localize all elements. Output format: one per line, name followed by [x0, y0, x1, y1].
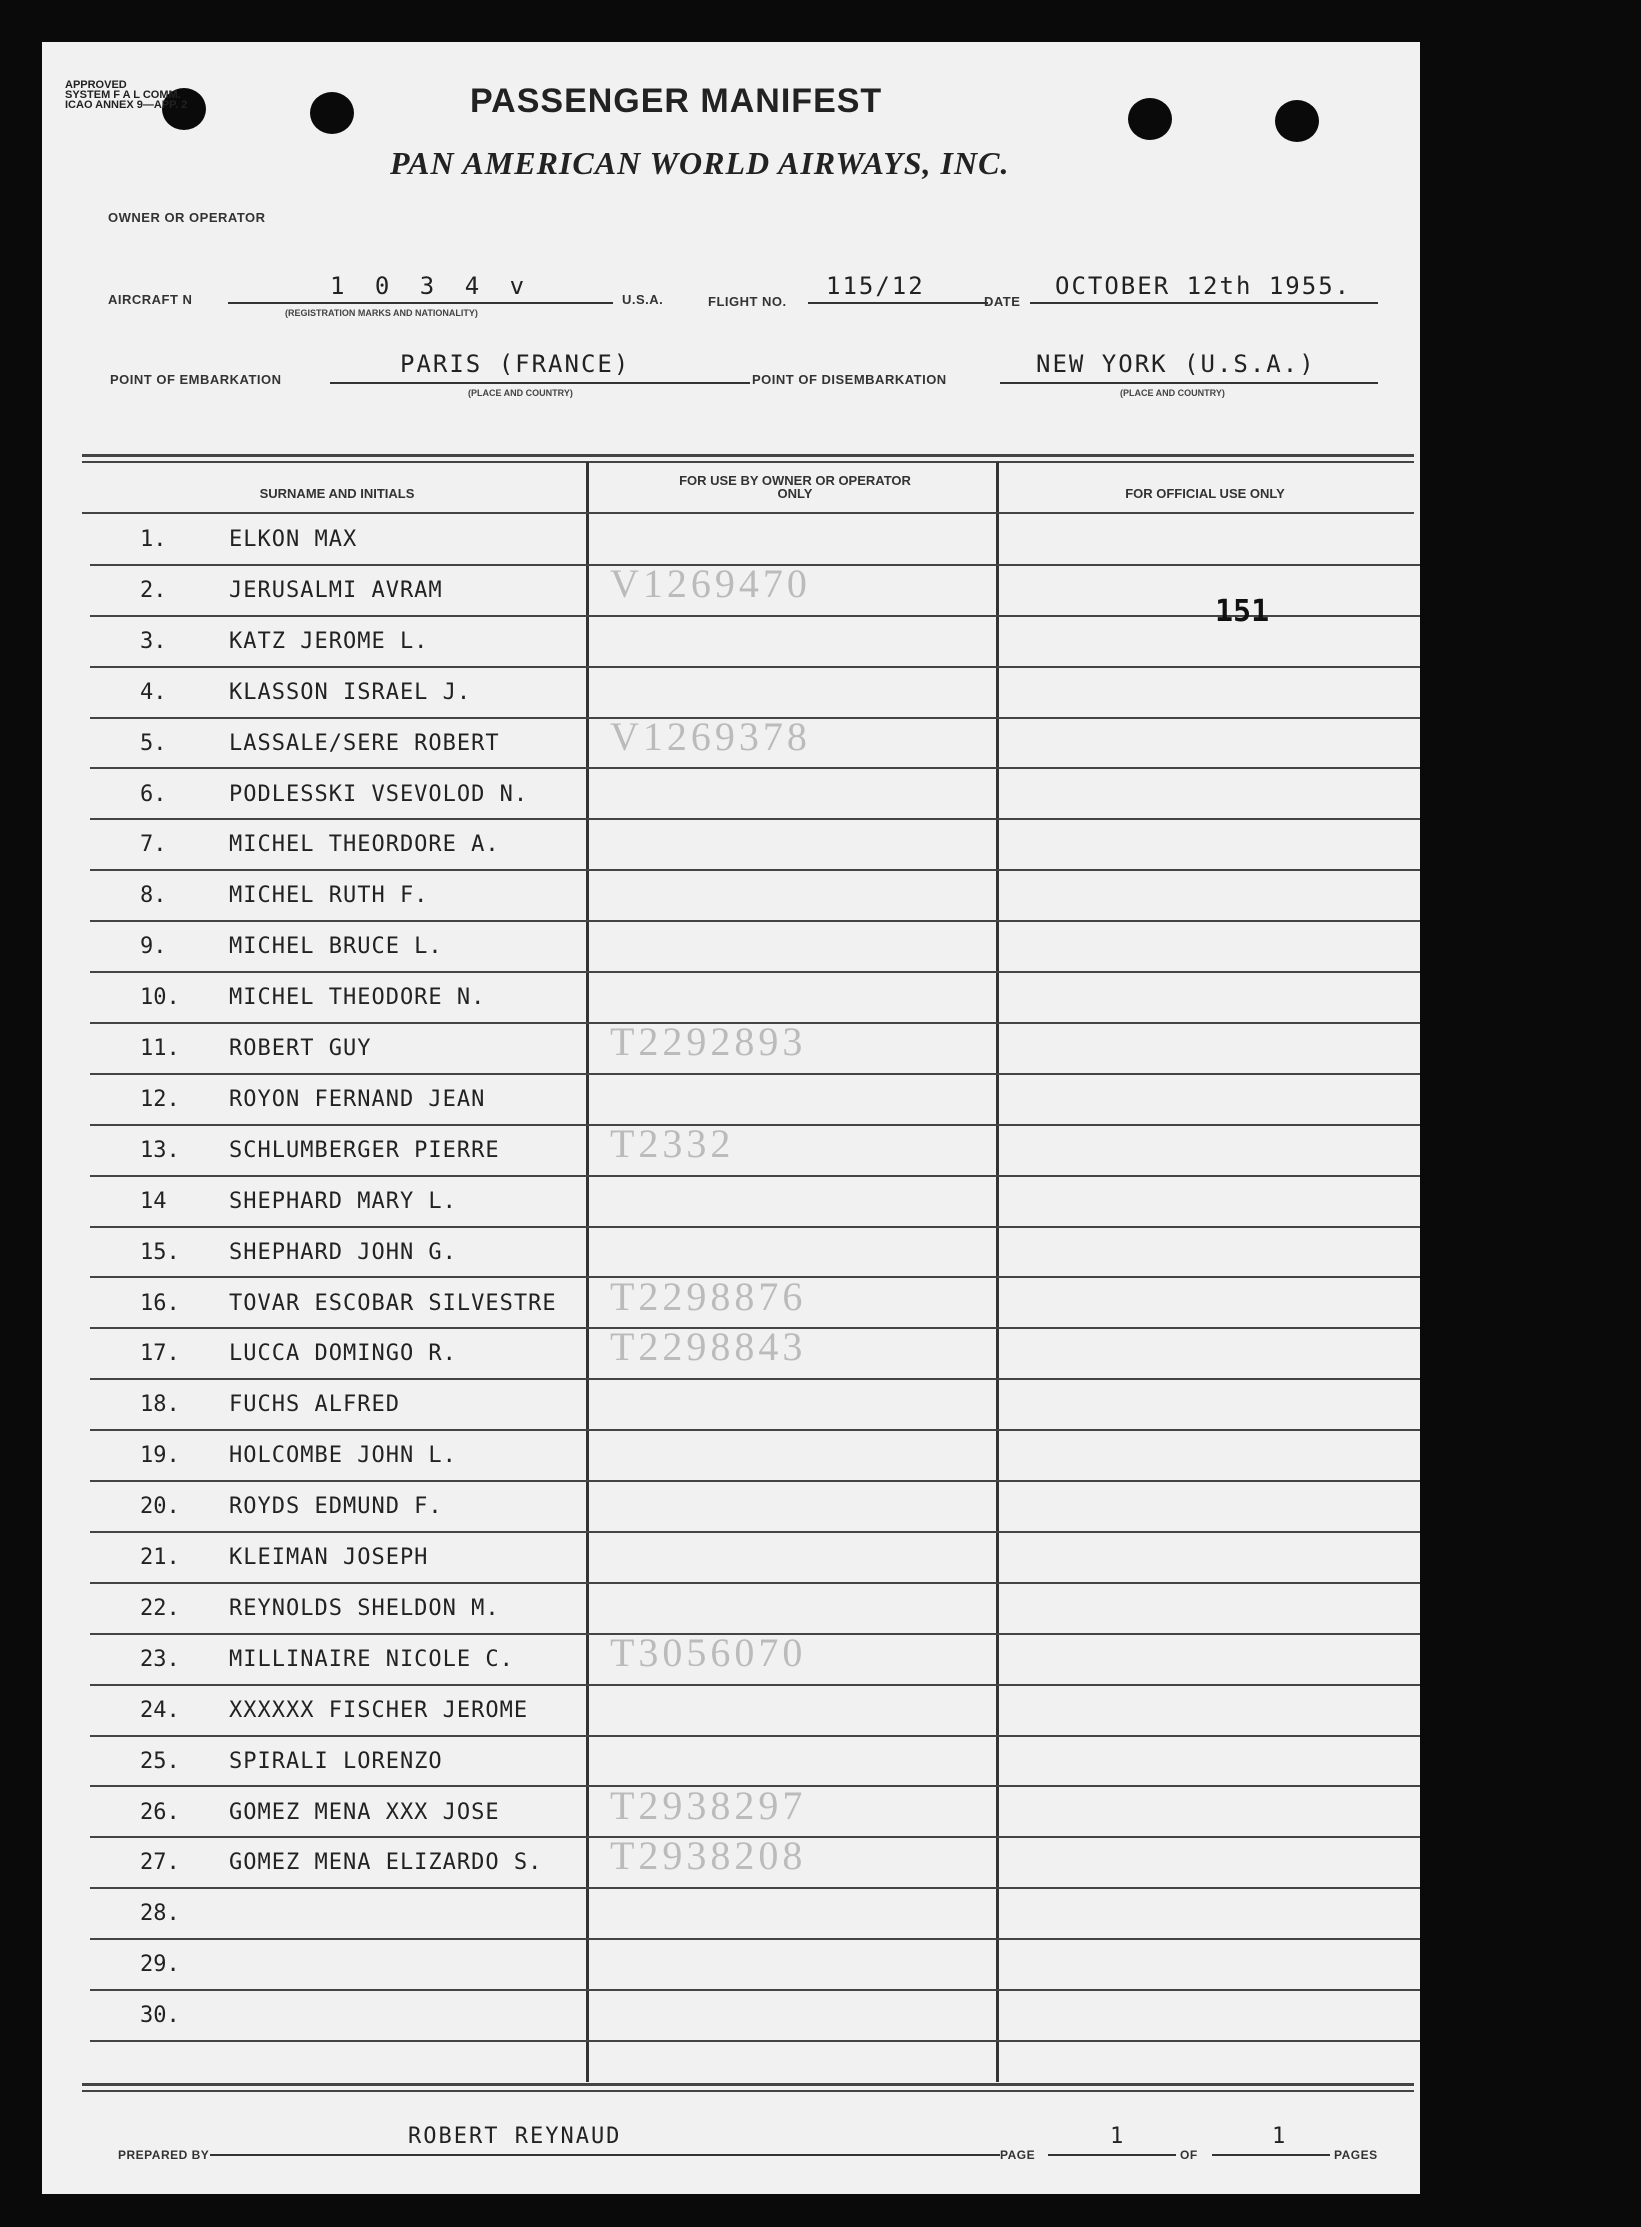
- page-title: PASSENGER MANIFEST: [470, 82, 883, 120]
- row-number: 6.: [140, 781, 167, 807]
- handwritten-note: T2298876: [610, 1273, 807, 1319]
- row-number: 19.: [140, 1443, 180, 1469]
- pages-label: PAGES: [1334, 2148, 1378, 2162]
- passenger-name: ROYON FERNAND JEAN: [229, 1086, 486, 1112]
- page-label: PAGE: [1000, 2148, 1036, 2162]
- passenger-name: LUCCA DOMINGO R.: [229, 1341, 457, 1367]
- passenger-name: MICHEL RUTH F.: [229, 883, 429, 909]
- handwritten-note: T2298843: [610, 1324, 807, 1370]
- table-top-rule: [82, 454, 1414, 457]
- table-row: [90, 1737, 1420, 1788]
- disembarkation-underline: [1000, 382, 1378, 384]
- row-number: 17.: [140, 1341, 180, 1367]
- passenger-name: KLEIMAN JOSEPH: [229, 1545, 429, 1570]
- row-number: 27.: [140, 1850, 180, 1876]
- aircraft-underline: [228, 302, 613, 304]
- embarkation-value: PARIS (FRANCE): [400, 350, 631, 378]
- page-number: 1: [1110, 2124, 1126, 2149]
- row-number: 16.: [140, 1290, 180, 1316]
- table-row: [90, 770, 1420, 821]
- handwritten-note: T2938297: [610, 1782, 807, 1828]
- row-number: 7.: [140, 832, 167, 858]
- row-number: 9.: [140, 934, 167, 960]
- row-number: 13.: [140, 1137, 180, 1163]
- table-row: [90, 1686, 1420, 1737]
- table-row: [90, 1584, 1420, 1635]
- row-number: 11.: [140, 1036, 180, 1061]
- table-row: [90, 1991, 1420, 2042]
- row-number: 12.: [140, 1086, 180, 1112]
- embarkation-underline: [330, 382, 750, 384]
- row-number: 2.: [140, 577, 167, 603]
- passenger-name: FUCHS ALFRED: [229, 1392, 400, 1418]
- column-header-surname: SURNAME AND INITIALS: [259, 486, 415, 501]
- passenger-name: MICHEL BRUCE L.: [229, 934, 443, 960]
- row-number: 29.: [140, 1952, 180, 1978]
- header-rule: [82, 512, 1414, 514]
- table-row: [90, 1177, 1420, 1228]
- passenger-name: SPIRALI LORENZO: [229, 1748, 443, 1774]
- prepared-by-label: PREPARED BY: [118, 2148, 210, 2162]
- passenger-name: TOVAR ESCOBAR SILVESTRE: [229, 1290, 557, 1316]
- aircraft-label: AIRCRAFT N: [108, 292, 193, 307]
- row-number: 21.: [140, 1545, 180, 1570]
- table-row: [90, 973, 1420, 1024]
- official-mark: 151: [1215, 594, 1270, 629]
- punch-hole: [1128, 98, 1172, 140]
- row-number: 15.: [140, 1239, 180, 1265]
- handwritten-note: V1269378: [610, 713, 811, 759]
- date-value: OCTOBER 12th 1955.: [1055, 272, 1352, 300]
- row-number: 10.: [140, 985, 180, 1011]
- aircraft-value: 1 0 3 4 v: [330, 272, 533, 300]
- handwritten-note: T2938208: [610, 1833, 807, 1879]
- page-underline: [1048, 2154, 1176, 2156]
- table-row: [90, 1940, 1420, 1991]
- date-label: DATE: [984, 294, 1021, 309]
- table-row: [90, 1126, 1420, 1177]
- row-number: 26.: [140, 1799, 180, 1825]
- owner-label: OWNER OR OPERATOR: [108, 210, 266, 225]
- column-header-official: FOR OFFICIAL USE ONLY: [1125, 486, 1285, 501]
- handwritten-note: T2292893: [610, 1019, 807, 1064]
- embarkation-sub: (PLACE AND COUNTRY): [468, 388, 573, 398]
- aircraft-sub: (REGISTRATION MARKS AND NATIONALITY): [285, 308, 478, 318]
- row-number: 18.: [140, 1392, 180, 1418]
- page-total: 1: [1272, 2124, 1288, 2149]
- prepared-by-underline: [210, 2154, 1000, 2156]
- company-name: PAN AMERICAN WORLD AIRWAYS, INC.: [390, 145, 1010, 181]
- table-row: [90, 1228, 1420, 1279]
- row-number: 22.: [140, 1595, 180, 1621]
- row-number: 4.: [140, 679, 167, 705]
- table-bottom-rule: [82, 2083, 1414, 2086]
- nationality-label: U.S.A.: [622, 292, 664, 307]
- passenger-name: JERUSALMI AVRAM: [229, 577, 443, 603]
- passenger-name: MILLINAIRE NICOLE C.: [229, 1646, 514, 1672]
- table-top-rule: [82, 461, 1414, 463]
- row-number: 20.: [140, 1494, 180, 1520]
- passenger-name: LASSALE/SERE ROBERT: [229, 730, 500, 756]
- row-number: 28.: [140, 1901, 180, 1927]
- date-underline: [1030, 302, 1378, 304]
- flight-value: 115/12: [826, 272, 925, 300]
- row-number: 14: [140, 1188, 167, 1214]
- passenger-name: KATZ JEROME L.: [229, 628, 429, 654]
- table-row: [90, 820, 1420, 871]
- embarkation-label: POINT OF EMBARKATION: [110, 372, 282, 387]
- passenger-name: HOLCOMBE JOHN L.: [229, 1443, 457, 1469]
- table-row: [90, 1482, 1420, 1533]
- table-row: [90, 1380, 1420, 1431]
- passenger-name: SCHLUMBERGER PIERRE: [229, 1137, 500, 1163]
- passenger-name: GOMEZ MENA ELIZARDO S.: [229, 1850, 543, 1876]
- disembarkation-value: NEW YORK (U.S.A.): [1036, 350, 1316, 378]
- total-underline: [1212, 2154, 1330, 2156]
- table-row: [90, 871, 1420, 922]
- prepared-by-value: ROBERT REYNAUD: [408, 2124, 622, 2149]
- table-row: [90, 1431, 1420, 1482]
- handwritten-note: V1269470: [610, 560, 811, 606]
- row-number: 25.: [140, 1748, 180, 1774]
- passenger-name: MICHEL THEODORE N.: [229, 985, 486, 1011]
- flight-label: FLIGHT NO.: [708, 294, 787, 309]
- passenger-name: SHEPHARD JOHN G.: [229, 1239, 457, 1265]
- column-header-owner: FOR USE BY OWNER OR OPERATOR ONLY: [679, 473, 911, 501]
- handwritten-note: T2332: [610, 1120, 735, 1166]
- passenger-name: ROBERT GUY: [229, 1036, 372, 1061]
- row-number: 8.: [140, 883, 167, 909]
- of-label: OF: [1180, 2148, 1198, 2162]
- table-row: [90, 922, 1420, 973]
- passenger-name: MICHEL THEORDORE A.: [229, 832, 500, 858]
- row-number: 5.: [140, 730, 167, 756]
- passenger-name: PODLESSKI VSEVOLOD N.: [229, 781, 529, 807]
- row-number: 3.: [140, 628, 167, 654]
- table-row: [90, 1533, 1420, 1584]
- row-number: 30.: [140, 2003, 180, 2029]
- passenger-name: SHEPHARD MARY L.: [229, 1188, 457, 1214]
- table-row: [90, 1075, 1420, 1126]
- row-number: 24.: [140, 1697, 180, 1723]
- flight-underline: [808, 302, 988, 304]
- passenger-name: XXXXXX FISCHER JEROME: [229, 1697, 529, 1723]
- handwritten-note: T3056070: [610, 1629, 807, 1675]
- punch-hole: [1275, 100, 1319, 142]
- passenger-name: ROYDS EDMUND F.: [229, 1494, 443, 1520]
- row-number: 23.: [140, 1646, 180, 1672]
- punch-hole: [310, 92, 354, 134]
- approval-stamp: APPROVED SYSTEM F A L COMM. ICAO ANNEX 9—APP. 2: [65, 79, 188, 111]
- disembarkation-label: POINT OF DISEMBARKATION: [752, 372, 947, 387]
- passenger-name: REYNOLDS SHELDON M.: [229, 1595, 500, 1621]
- table-row: [90, 515, 1420, 566]
- passenger-name: KLASSON ISRAEL J.: [229, 679, 472, 705]
- disembarkation-sub: (PLACE AND COUNTRY): [1120, 388, 1225, 398]
- row-number: 1.: [140, 527, 167, 552]
- passenger-name: GOMEZ MENA XXX JOSE: [229, 1799, 500, 1825]
- table-bottom-rule: [82, 2090, 1414, 2092]
- table-row: [90, 1889, 1420, 1940]
- passenger-name: ELKON MAX: [229, 527, 358, 552]
- table-row: [90, 668, 1420, 719]
